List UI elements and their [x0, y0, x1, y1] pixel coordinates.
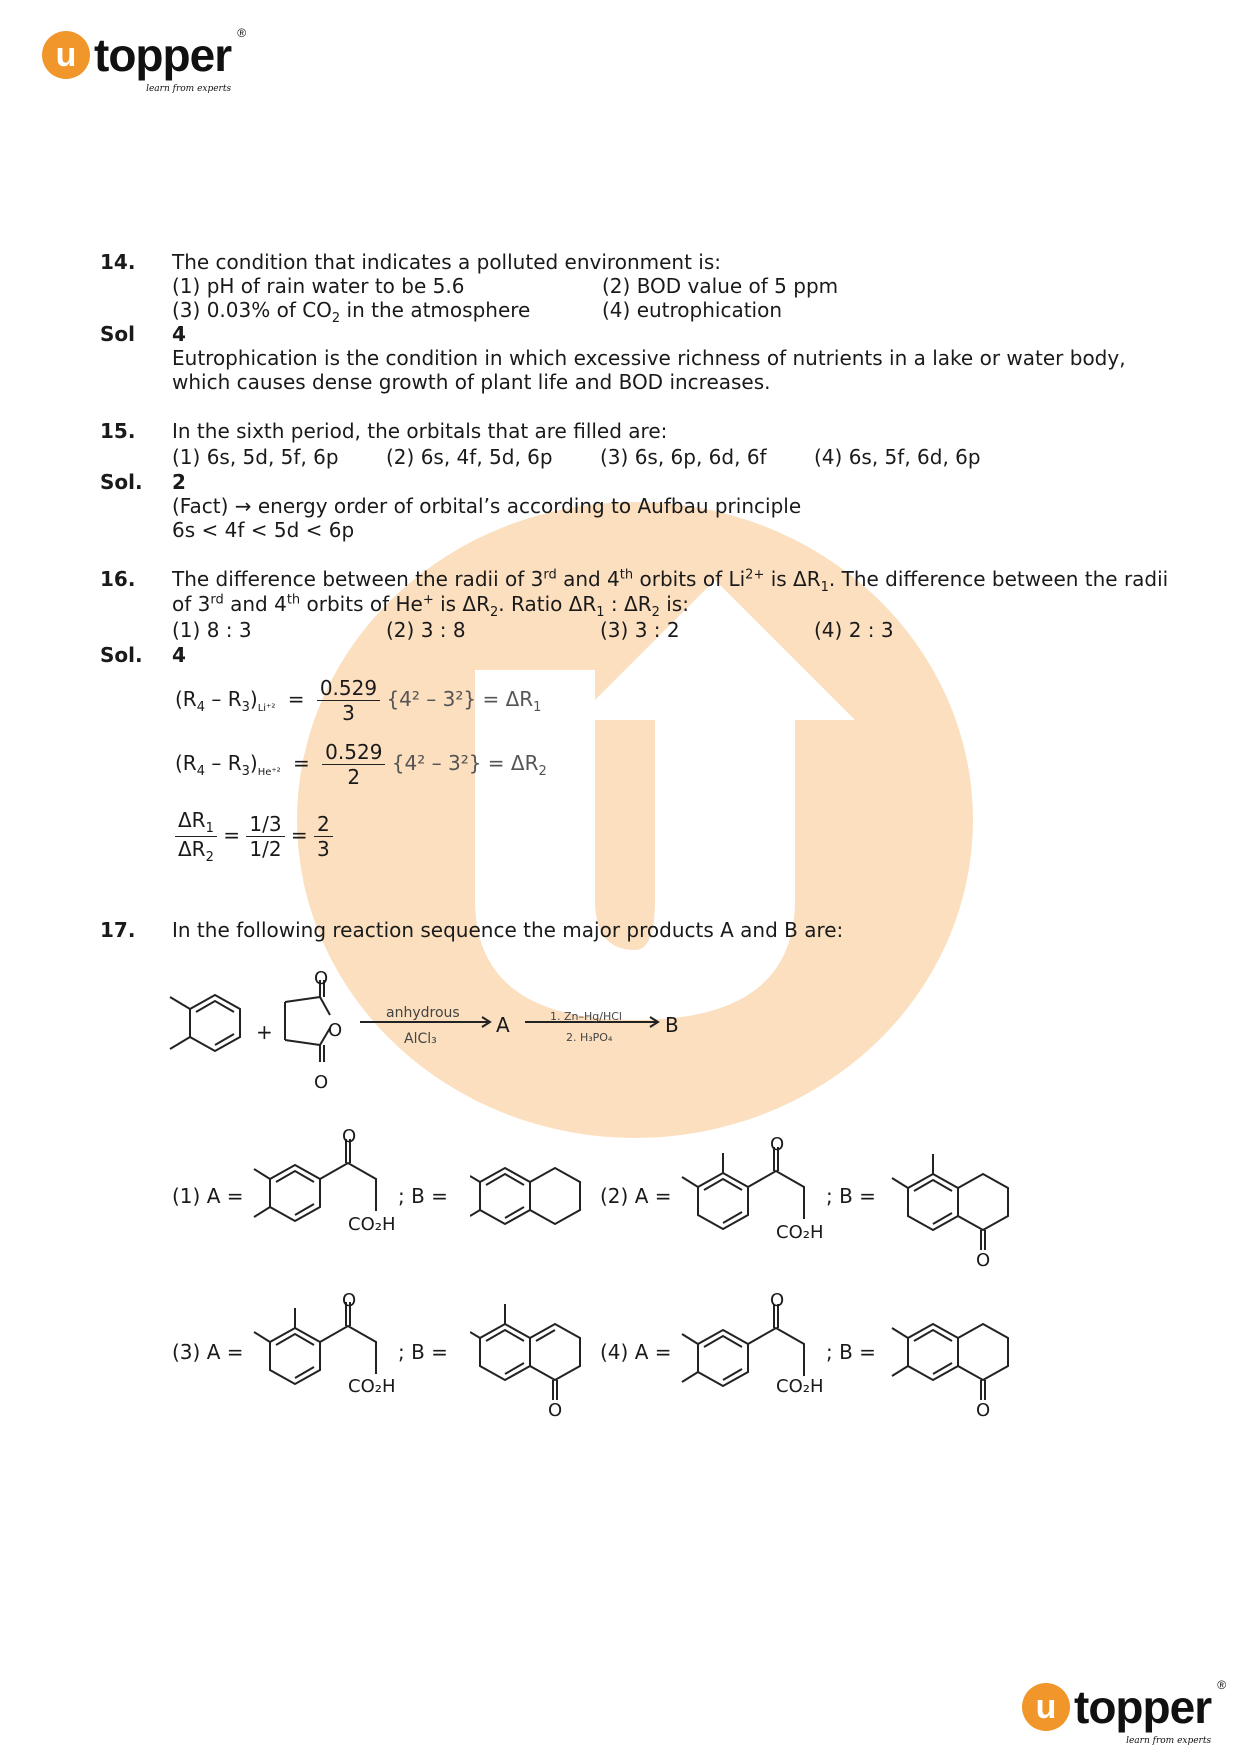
topper-logo-footer — [1022, 1678, 1226, 1746]
q14-option-2: (2) BOD value of 5 ppm — [602, 274, 839, 298]
q16-equation-2: $(R_4 - R_3)_{He^{+2}}$ = $\frac{0.529}{2}$ $\{4^2 - 3^2\} = \Delta R_2$ — [175, 740, 547, 789]
reagent-1-bottom: AlCl₃ — [404, 1031, 437, 1047]
question-14-number: 14. — [100, 250, 136, 274]
q15-solution-label: Sol. — [100, 470, 143, 494]
option-1-a-co2h: CO₂H — [348, 1214, 396, 1235]
q16-option-2: (2) 3 : 8 — [386, 618, 466, 642]
q14-explanation-1: Eutrophication is the condition in which excessive richness of nutrients in a lake or water body, — [172, 346, 1126, 370]
logo-u-icon: u — [1022, 1683, 1070, 1731]
q14-option-1: (1) pH of rain water to be 5.6 — [172, 274, 465, 298]
q17-option-2-b-label: ; B = — [826, 1184, 876, 1208]
q14-solution-label: Sol — [100, 322, 135, 346]
q15-option-3: (3) 6s, 6p, 6d, 6f — [600, 445, 767, 469]
logo-u-icon: u — [42, 31, 90, 79]
q17-reaction-scheme — [160, 960, 720, 1100]
q17-option-3-a-label: (3) A = — [172, 1340, 244, 1364]
option-2-b-oxygen: O — [976, 1250, 991, 1271]
q17-option-4-b-label: ; B = — [826, 1340, 876, 1364]
logo-wordmark: topper ® learn from experts — [94, 26, 246, 94]
q17-option-1-b-label: ; B = — [398, 1184, 448, 1208]
q17-option-1-a-label: (1) A = — [172, 1184, 244, 1208]
q16-option-3: (3) 3 : 2 — [600, 618, 680, 642]
q15-option-2: (2) 6s, 4f, 5d, 6p — [386, 445, 553, 469]
option-1-b-structure — [470, 1158, 590, 1238]
question-15-text: In the sixth period, the orbitals that are filled are: — [172, 419, 668, 443]
q16-option-4: (4) 2 : 3 — [814, 618, 894, 642]
question-16-text-line-2: of 3rd and 4th orbits of He+ is $\Delta R_2$. Ratio $\Delta R_1$ : $\Delta R_2$ is: — [172, 592, 689, 620]
question-17-text: In the following reaction sequence the major products A and B are: — [172, 918, 844, 942]
q16-equation-3: $\frac{\Delta R_1}{\Delta R_2}$ = $\frac{1/3}{1/2}$ = $\frac{2}{3}$ — [175, 808, 333, 865]
q17-option-3-b-label: ; B = — [398, 1340, 448, 1364]
option-2-a-oxygen: O — [770, 1134, 785, 1155]
option-3-a-oxygen: O — [342, 1290, 357, 1311]
anhydride-top-oxygen: O — [314, 968, 329, 989]
q17-option-2-a-label: (2) A = — [600, 1184, 672, 1208]
option-3-b-structure — [470, 1300, 600, 1420]
question-15-number: 15. — [100, 419, 136, 443]
question-16-text-line-1: The difference between the radii of 3rd and 4th orbits of $Li^{2+}$ is $\Delta R_1$. The difference between the radii — [172, 567, 1169, 595]
reagent-1-top: anhydrous — [386, 1005, 460, 1021]
option-4-a-co2h: CO₂H — [776, 1376, 824, 1397]
logo-wordmark: topper ® learn from experts — [1074, 1678, 1226, 1746]
reagent-2-top: 1. Zn–Hg/HCl — [550, 1010, 622, 1023]
topper-logo-header — [42, 26, 246, 94]
option-4-b-structure — [888, 1310, 1018, 1420]
product-b-label: B — [665, 1013, 679, 1037]
q16-answer: 4 — [172, 643, 186, 667]
option-1-a-oxygen: O — [342, 1126, 357, 1147]
q15-explanation-1: (Fact) → energy order of orbital’s according to Aufbau principle — [172, 494, 802, 518]
anhydride-ring-oxygen: O — [328, 1020, 343, 1041]
q16-equation-1: $(R_4 - R_3)_{Li^{+2}}$ = $\frac{0.529}{3}$ $\{4^2 - 3^2\} = \Delta R_1$ — [175, 676, 542, 725]
option-2-b-structure — [888, 1150, 1018, 1270]
question-17-number: 17. — [100, 918, 136, 942]
reagent-2-bottom: 2. H₃PO₄ — [566, 1031, 613, 1044]
q14-explanation-2: which causes dense growth of plant life and BOD increases. — [172, 370, 771, 394]
option-3-b-oxygen: O — [548, 1400, 563, 1421]
q15-option-1: (1) 6s, 5d, 5f, 6p — [172, 445, 339, 469]
question-14-text: The condition that indicates a polluted environment is: — [172, 250, 721, 274]
q14-option-4: (4) eutrophication — [602, 298, 783, 322]
anhydride-bottom-oxygen: O — [314, 1072, 329, 1093]
q15-explanation-2: 6s < 4f < 5d < 6p — [172, 518, 355, 542]
question-16-number: 16. — [100, 567, 136, 591]
q14-option-3: (3) 0.03% of $CO_2$ in the atmosphere — [172, 298, 531, 326]
q16-option-1: (1) 8 : 3 — [172, 618, 252, 642]
q17-plus-sign: + — [256, 1020, 273, 1044]
option-3-a-co2h: CO₂H — [348, 1376, 396, 1397]
product-a-label: A — [496, 1013, 510, 1037]
option-4-a-oxygen: O — [770, 1290, 785, 1311]
q15-answer: 2 — [172, 470, 186, 494]
q16-solution-label: Sol. — [100, 643, 143, 667]
q14-answer: 4 — [172, 322, 186, 346]
option-2-a-co2h: CO₂H — [776, 1222, 824, 1243]
q15-option-4: (4) 6s, 5f, 6d, 6p — [814, 445, 981, 469]
option-4-b-oxygen: O — [976, 1400, 991, 1421]
q17-option-4-a-label: (4) A = — [600, 1340, 672, 1364]
